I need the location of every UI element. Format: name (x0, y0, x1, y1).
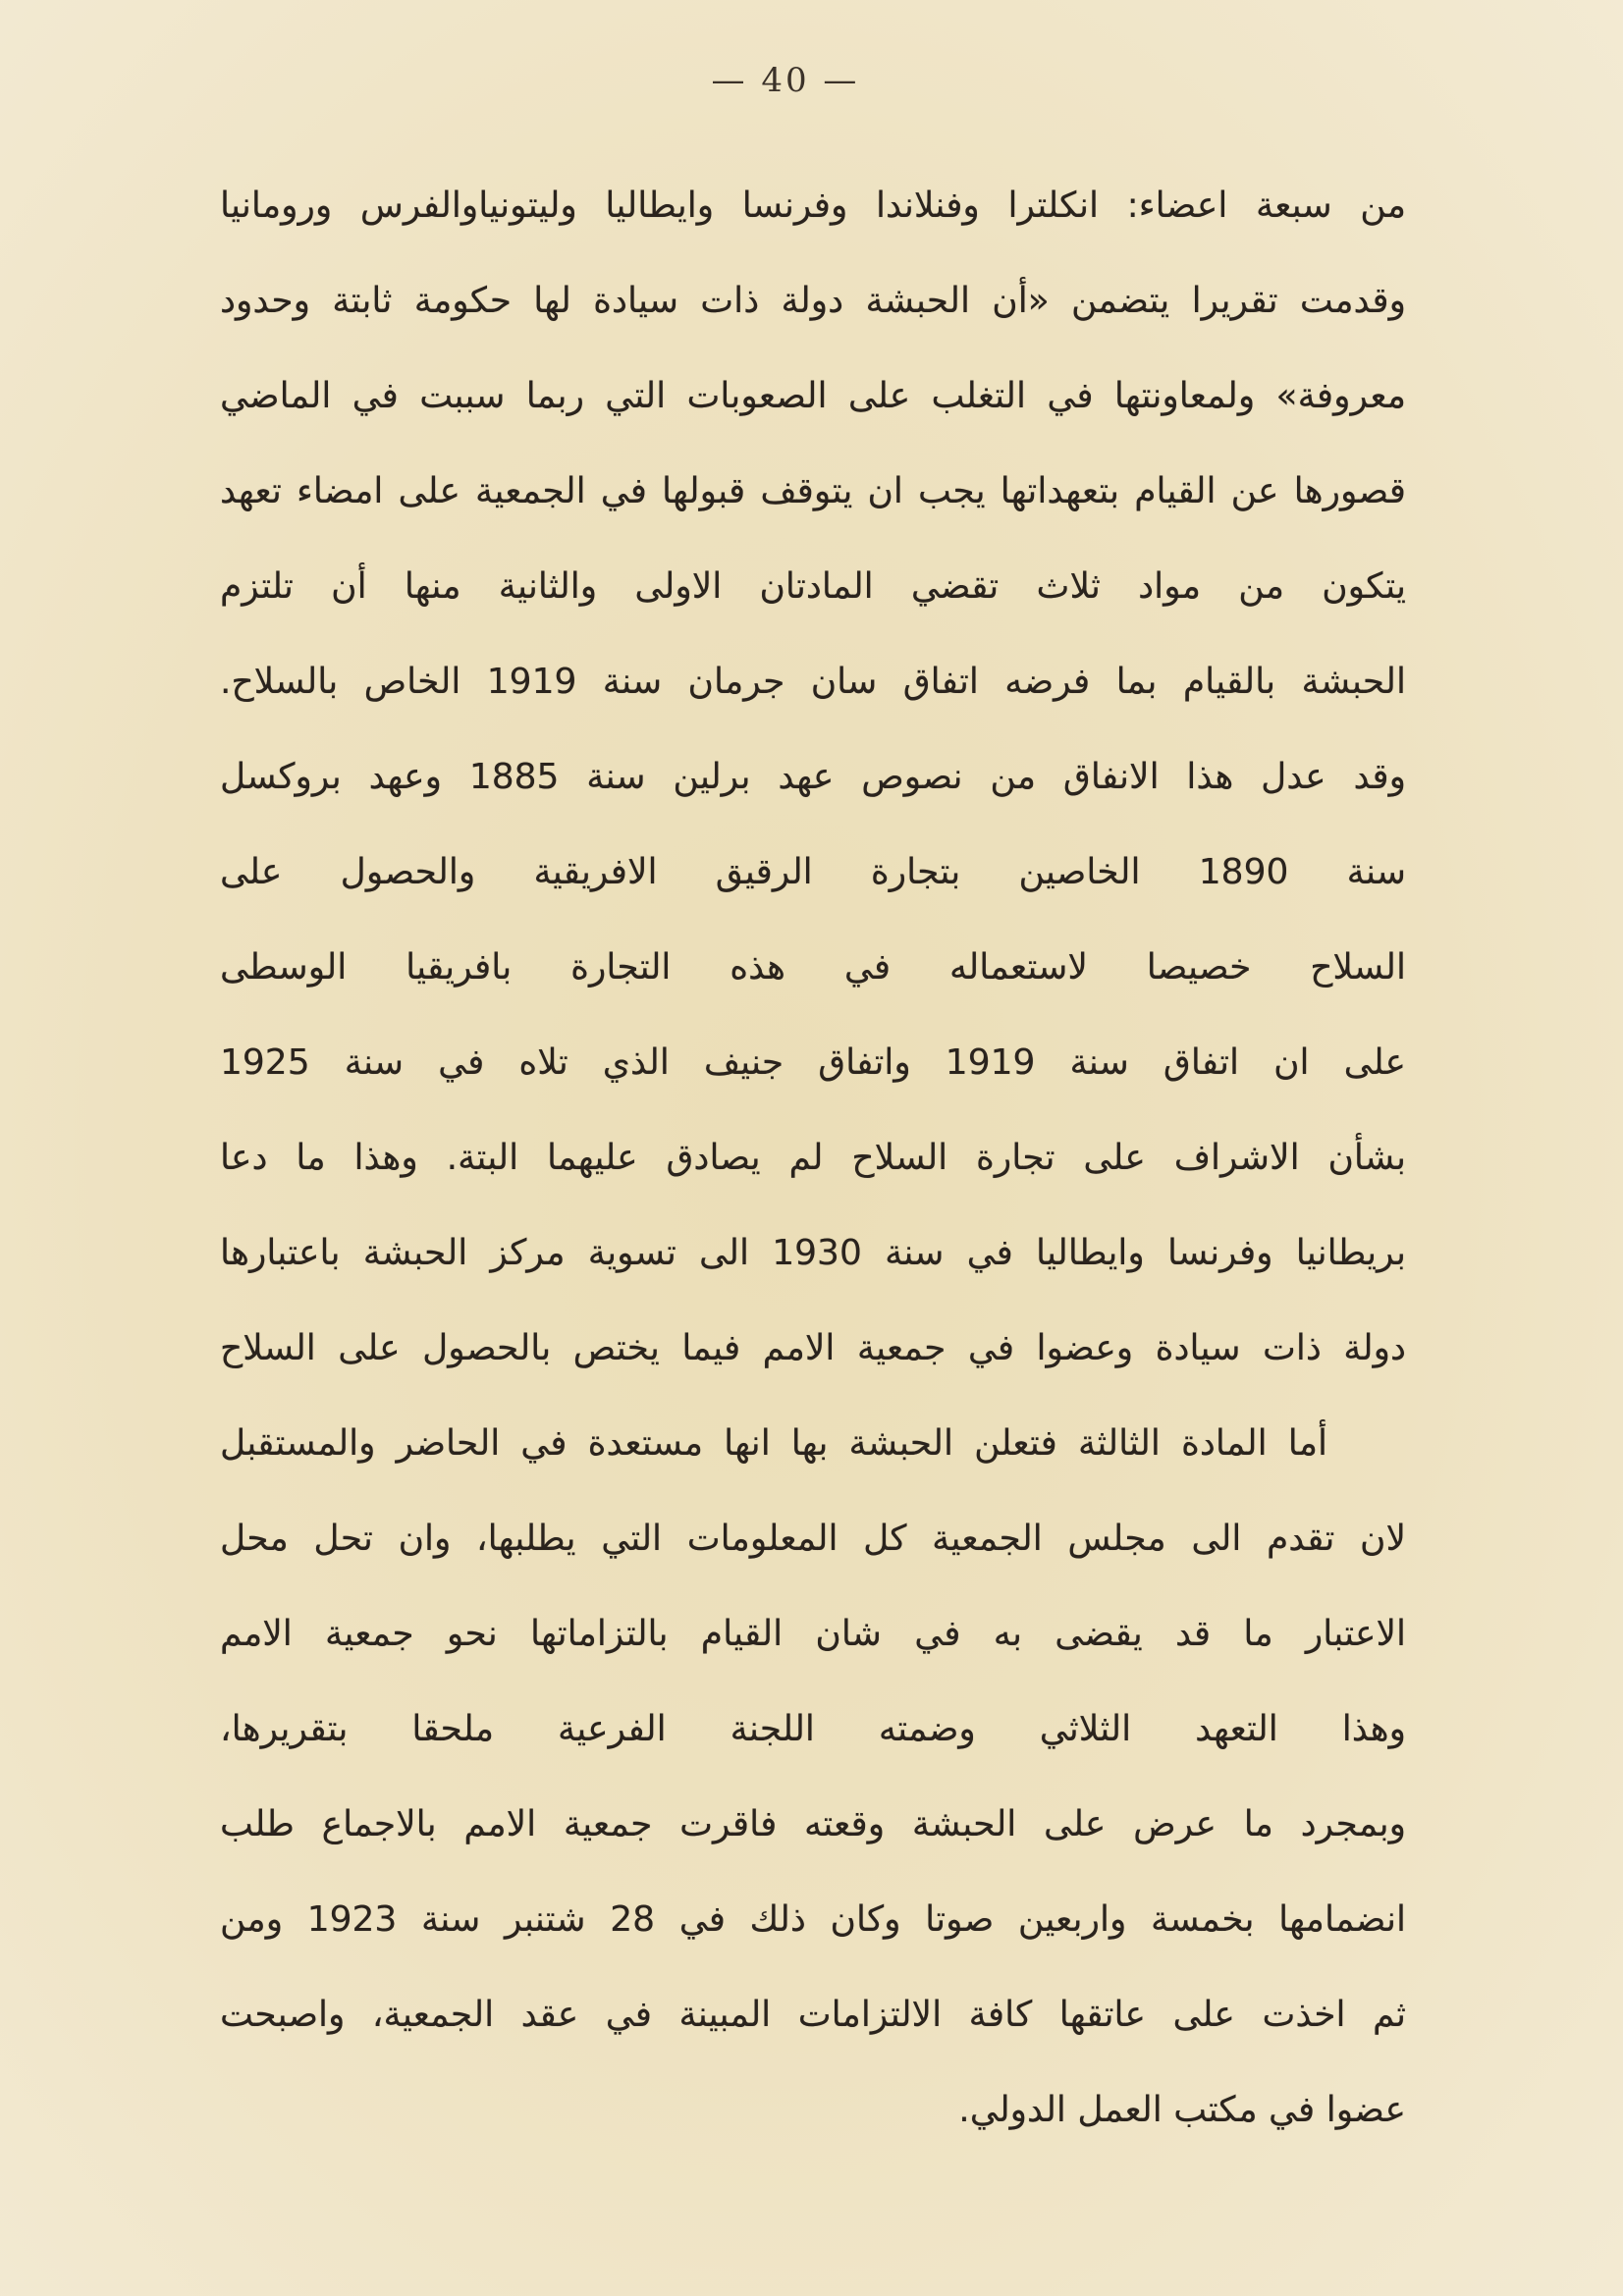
text-line: دولة ذات سيادة وعضوا في جمعية الامم فيما يختص بالحصول على السلاح (220, 1328, 1406, 1368)
text-line: انضمامها بخمسة واربعين صوتا وكان ذلك في 28 شتنبر سنة 1923 ومن (220, 1899, 1406, 1940)
page-number: — 40 — (711, 61, 860, 100)
text-line: معروفة» ولمعاونتها في التغلب على الصعوبات التي ربما سببت في الماضي (220, 376, 1406, 416)
text-line: قصورها عن القيام بتعهداتها يجب ان يتوقف قبولها في الجمعية على امضاء تعهد (220, 471, 1406, 511)
text-line: وقد عدل هذا الانفاق من نصوص عهد برلين سنة 1885 وعهد بروكسل (220, 757, 1406, 797)
text-line: وبمجرد ما عرض على الحبشة وقعته فاقرت جمعية الامم بالاجماع طلب (220, 1804, 1406, 1844)
text-line: يتكون من مواد ثلاث تقضي المادتان الاولى والثانية منها أن تلتزم (220, 566, 1406, 607)
text-line: وقدمت تقريرا يتضمن «أن الحبشة دولة ذات سيادة لها حكومة ثابتة وحدود (220, 281, 1406, 321)
text-line: الاعتبار ما قد يقضى به في شان القيام بالتزاماتها نحو جمعية الامم (220, 1614, 1406, 1654)
body-text (220, 158, 1406, 2158)
text-line: السلاح خصيصا لاستعماله في هذه التجارة بافريقيا الوسطى (220, 947, 1406, 988)
text-line: لان تقدم الى مجلس الجمعية كل المعلومات التي يطلبها، وان تحل محل (220, 1519, 1406, 1559)
paragraph-last-line: عضوا في مكتب العمل الدولي. (958, 2090, 1406, 2130)
text-line: على ان اتفاق سنة 1919 واتفاق جنيف الذي تلاه في سنة 1925 (220, 1042, 1406, 1083)
text-line: وهذا التعهد الثلاثي وضمته اللجنة الفرعية ملحقا بتقريرها، (220, 1709, 1406, 1749)
text-line: بريطانيا وفرنسا وايطاليا في سنة 1930 الى تسوية مركز الحبشة باعتبارها (220, 1233, 1406, 1273)
text-line: الحبشة بالقيام بما فرضه اتفاق سان جرمان سنة 1919 الخاص بالسلاح. (220, 662, 1406, 702)
text-line: من سبعة اعضاء: انكلترا وفنلاندا وفرنسا وايطاليا وليتونياوالفرس ورومانيا (220, 186, 1406, 226)
text-line: سنة 1890 الخاصين بتجارة الرقيق الافريقية والحصول على (220, 852, 1406, 892)
text-line: بشأن الاشراف على تجارة السلاح لم يصادق عليهما البتة. وهذا ما دعا (220, 1138, 1406, 1178)
text-line: ثم اخذت على عاتقها كافة الالتزامات المبينة في عقد الجمعية، واصبحت (220, 1995, 1406, 2035)
paragraph-first-line: أما المادة الثالثة فتعلن الحبشة بها انها مستعدة في الحاضر والمستقبل (220, 1423, 1327, 1464)
